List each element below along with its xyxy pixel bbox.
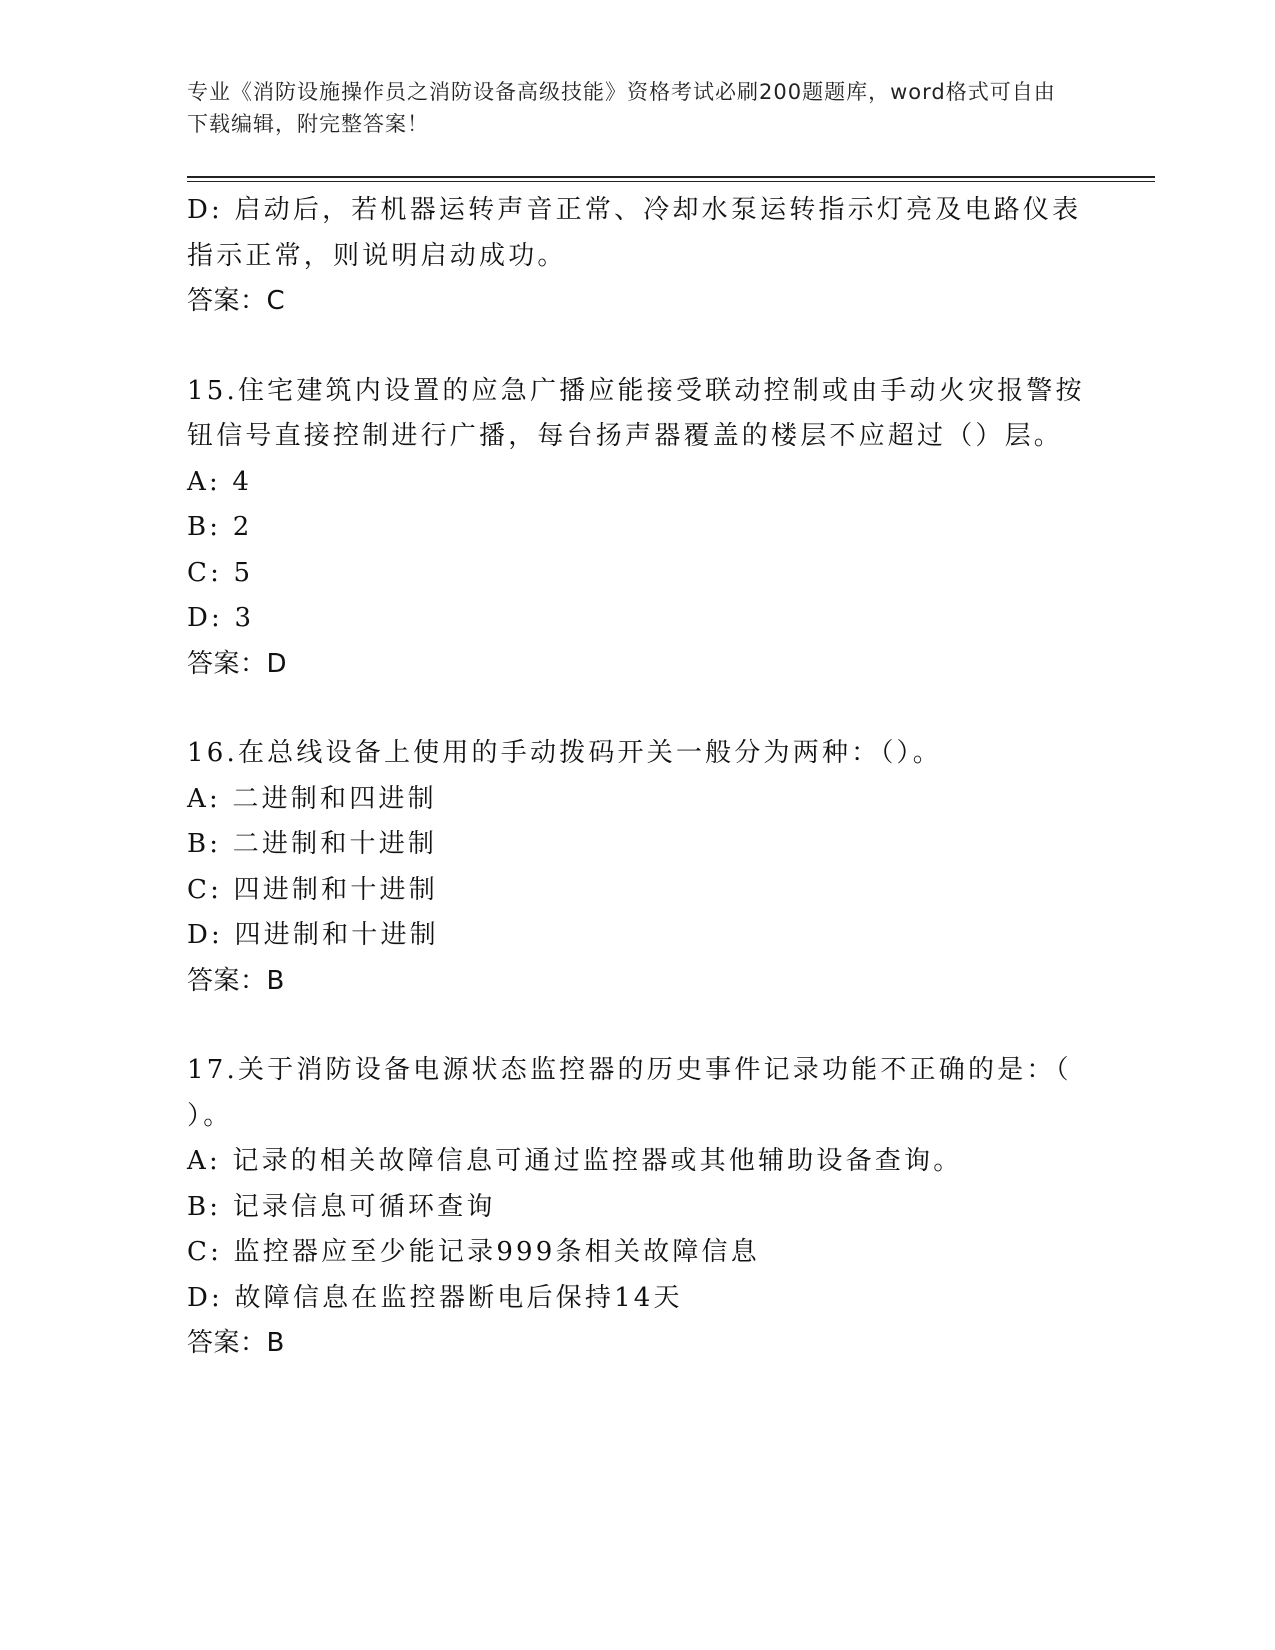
answer-line: 答案：C [187, 286, 286, 316]
option-a: A: 4 [187, 466, 253, 497]
answer-line: 答案：B [187, 1328, 285, 1358]
option-line: D: 启动后，若机器运转声音正常、冷却水泵运转指示灯亮及电路仪表 [187, 195, 1082, 225]
option-b: B: 记录信息可循环查询 [187, 1191, 496, 1222]
question-content [187, 188, 1087, 1367]
answer-line: 答案：B [187, 965, 285, 996]
option-c: C: 5 [187, 557, 254, 588]
question-stem: 15.住宅建筑内设置的应急广播应能接受联动控制或由手动火灾报警按 [187, 375, 1085, 406]
option-a: A: 二进制和四进制 [187, 783, 437, 814]
option-line: 指示正常，则说明启动成功。 [187, 240, 567, 271]
question-stem: ）。 [187, 1100, 233, 1131]
option-d: D: 故障信息在监控器断电后保持14天 [187, 1282, 683, 1313]
header-divider [187, 176, 1155, 178]
question-stem: 钮信号直接控制进行广播，每台扬声器覆盖的楼层不应超过（）层。 [187, 421, 1064, 451]
answer-line: 答案：D [187, 648, 288, 679]
option-d: D: 四进制和十进制 [187, 920, 439, 950]
question-stem: 16.在总线设备上使用的手动拨码开关一般分为两种：（）。 [187, 738, 942, 768]
question-stem: 17.关于消防设备电源状态监控器的历史事件记录功能不正确的是：（ [187, 1055, 1072, 1085]
option-b: B: 2 [187, 512, 253, 542]
option-d: D: 3 [187, 603, 255, 633]
option-a: A: 记录的相关故障信息可通过监控器或其他辅助设备查询。 [187, 1146, 963, 1176]
option-c: C: 监控器应至少能记录999条相关故障信息 [187, 1237, 760, 1267]
header-divider-thin [187, 181, 1155, 182]
option-c: C: 四进制和十进制 [187, 874, 438, 905]
document-header: 专业《消防设施操作员之消防设备高级技能》资格考试必刷200题题库，word格式可自由下载编辑，附完整答案！ [187, 80, 1056, 136]
option-b: B: 二进制和十进制 [187, 829, 438, 859]
